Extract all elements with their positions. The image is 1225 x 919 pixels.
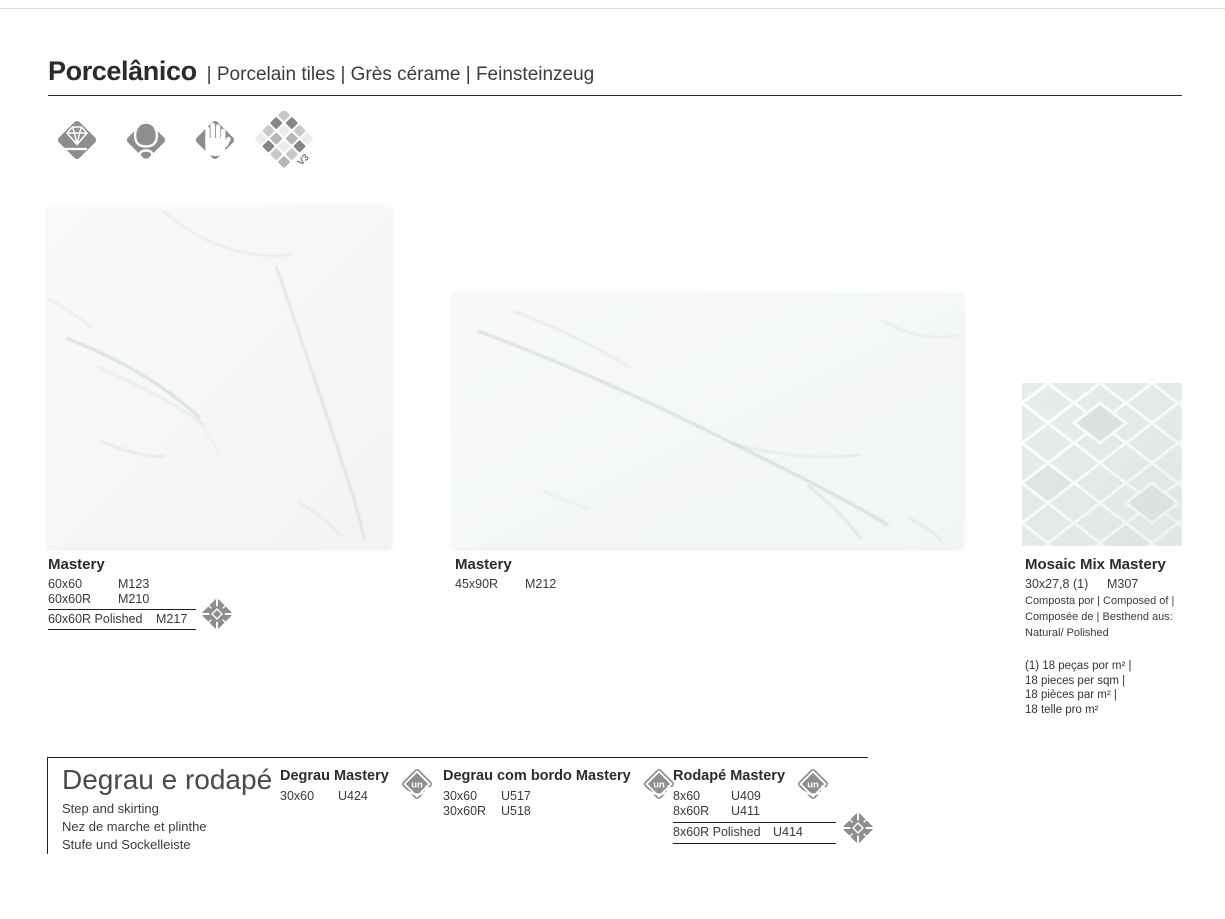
product-row [455,577,655,592]
size-value: 45x90R [455,577,499,591]
column-name: Degrau Mastery [280,768,389,784]
product-name: Mastery [48,556,105,573]
code-value: M123 [118,577,150,591]
code-value: U411 [731,804,760,818]
mosaic-photo-mix-mastery [1022,383,1182,546]
product-row [48,592,298,607]
size-value: 8x60R Polished [673,825,761,839]
skirting-title: Degrau e rodapé [62,764,273,795]
product-block-mastery-45x90 [455,556,655,592]
column-name: Rodapé Mastery [673,768,786,784]
product-row [1025,577,1205,592]
product-name: Mastery [455,556,512,573]
polished-icon [194,591,240,642]
product-row-polished [673,822,836,844]
product-block-mosaic-mix [1025,556,1205,640]
composition-line: Natural/ Polished [1025,626,1109,639]
footnote-line: 18 pièces par m² | [1025,689,1117,701]
footnote-line: 18 pieces per sqm | [1025,674,1126,687]
product-row [48,577,298,592]
unit-label: un [652,779,665,791]
wall-hand-icon [186,111,244,174]
column-header [673,766,836,791]
rectified-label: R [58,149,73,165]
code-value: U517 [501,789,531,803]
skirting-title-block [62,764,272,854]
tile-photo-mastery-45x90 [453,293,963,548]
column-header [280,766,440,791]
skirting-subtitle: Step and skirting [62,801,159,816]
size-value: 30x60 [443,789,478,803]
rectified-icon [48,111,106,174]
size-value: 8x60R [673,804,710,818]
size-value: 60x60 [48,577,83,591]
code-value: M217 [156,612,188,626]
tile-photo-mastery-60x60 [48,206,391,548]
footnote-line: (1) 18 peças por m² | [1025,660,1132,672]
unit-label: un [807,779,819,791]
size-value: 60x60R [48,591,92,606]
page-subtitle: | Porcelain tiles | Grès cérame | Feinsteinzeug [206,64,595,85]
column-name: Degrau com bordo Mastery [443,768,631,784]
size-value: 60x60R Polished [48,612,143,626]
floor-footprint-icon [117,111,175,174]
size-value: 30x60R [443,804,487,818]
footnote-line: 18 telle pro m² [1025,703,1099,716]
skirting-column-rodape [673,766,836,844]
shade-variation-label: V3 [295,152,312,169]
unit-icon [790,761,836,807]
composition-line: Composta por | Composed of | [1025,594,1175,607]
product-row-polished [48,609,196,631]
size-value: 30x27,8 (1) [1025,577,1089,591]
skirting-subtitle: Stufe und Sockelleiste [62,837,191,852]
page-top-divider [0,8,1225,9]
size-value: 8x60 [673,789,701,803]
header-divider [48,95,1182,96]
shade-variation-icon [255,111,313,174]
size-value: 30x60 [280,789,315,803]
unit-icon [394,761,440,807]
code-value: U414 [773,825,803,839]
unit-label: un [410,779,423,791]
code-value: M307 [1107,577,1139,591]
mosaic-footnote [1025,659,1132,717]
code-value: U424 [338,789,368,803]
page-header [48,56,594,87]
code-value: U409 [731,789,761,803]
code-value: U518 [501,804,531,818]
skirting-subtitle: Nez de marche et plinthe [62,819,207,834]
product-block-mastery-60x60 [48,556,298,630]
page-title: Porcelânico [48,56,197,86]
column-header [443,766,682,791]
code-value: M210 [118,591,150,606]
product-name: Mosaic Mix Mastery [1025,556,1166,573]
composition-line: Composée de | Besthend aus: [1025,610,1173,623]
code-value: M212 [525,577,557,591]
skirting-column-degrau-bordo [443,766,682,819]
polished-icon [835,805,881,856]
skirting-column-degrau [280,766,440,804]
